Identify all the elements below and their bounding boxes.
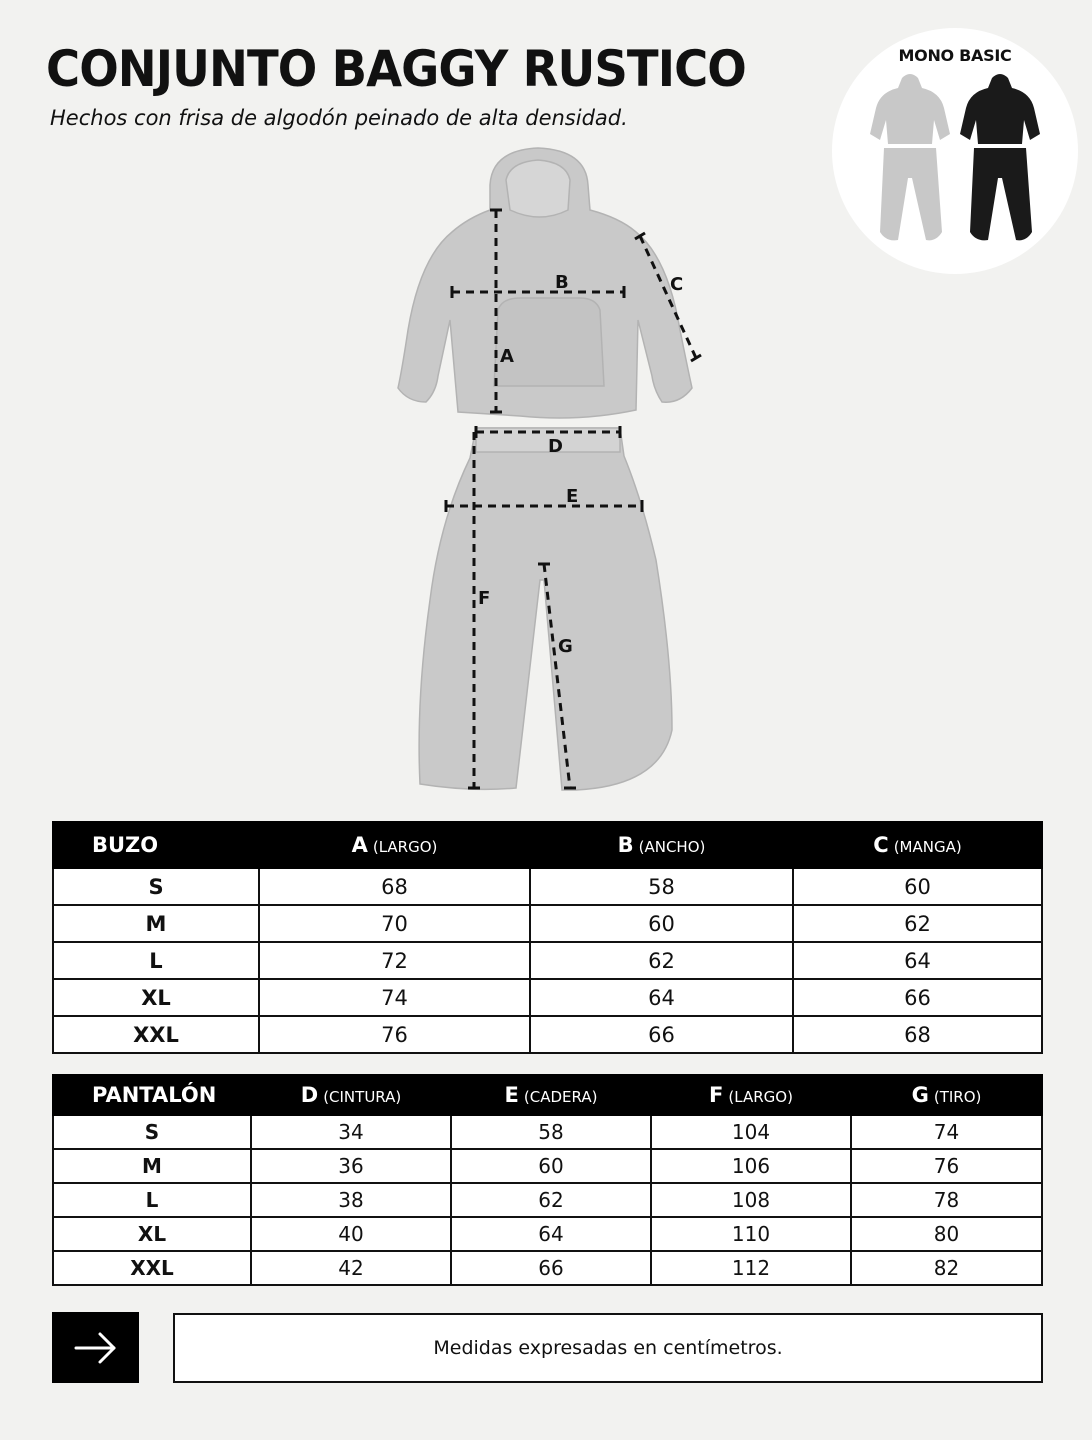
value-cell: 82 xyxy=(851,1251,1042,1285)
page-subtitle: Hechos con frisa de algodón peinado de alta densidad. xyxy=(50,106,628,130)
size-cell: XL xyxy=(53,979,259,1016)
value-cell: 74 xyxy=(259,979,530,1016)
size-cell: M xyxy=(53,905,259,942)
variant-badge xyxy=(832,28,1078,274)
size-cell: S xyxy=(53,868,259,905)
value-cell: 68 xyxy=(793,1016,1042,1053)
value-cell: 70 xyxy=(259,905,530,942)
column-header-g: G (TIRO) xyxy=(851,1075,1042,1115)
value-cell: 34 xyxy=(251,1115,451,1149)
table-header-row xyxy=(53,1075,1042,1115)
label-d: D xyxy=(548,436,563,457)
value-cell: 72 xyxy=(259,942,530,979)
size-cell: XL xyxy=(53,1217,251,1251)
value-cell: 76 xyxy=(851,1149,1042,1183)
pantalon-table-title: PANTALÓN xyxy=(53,1075,251,1115)
value-cell: 104 xyxy=(651,1115,851,1149)
value-cell: 66 xyxy=(451,1251,651,1285)
value-cell: 110 xyxy=(651,1217,851,1251)
table-row xyxy=(53,942,1042,979)
table-row xyxy=(53,1115,1042,1149)
column-header-a: A (LARGO) xyxy=(259,822,530,868)
column-header-c: C (MANGA) xyxy=(793,822,1042,868)
garment-diagram xyxy=(380,140,710,800)
table-row xyxy=(53,868,1042,905)
value-cell: 74 xyxy=(851,1115,1042,1149)
label-c: C xyxy=(670,274,684,295)
label-f: F xyxy=(478,588,491,609)
value-cell: 80 xyxy=(851,1217,1042,1251)
value-cell: 60 xyxy=(793,868,1042,905)
value-cell: 78 xyxy=(851,1183,1042,1217)
value-cell: 66 xyxy=(793,979,1042,1016)
column-header-e: E (CADERA) xyxy=(451,1075,651,1115)
value-cell: 64 xyxy=(451,1217,651,1251)
value-cell: 60 xyxy=(530,905,793,942)
table-row xyxy=(53,1251,1042,1285)
hoodie-illustration xyxy=(398,148,692,418)
size-cell: M xyxy=(53,1149,251,1183)
value-cell: 64 xyxy=(793,942,1042,979)
value-cell: 62 xyxy=(451,1183,651,1217)
size-cell: XXL xyxy=(53,1251,251,1285)
column-header-d: D (CINTURA) xyxy=(251,1075,451,1115)
badge-label: MONO BASIC xyxy=(898,46,1012,65)
page-title: CONJUNTO BAGGY RUSTICO xyxy=(46,40,746,98)
label-e: E xyxy=(566,486,579,507)
value-cell: 40 xyxy=(251,1217,451,1251)
label-g: G xyxy=(558,636,573,657)
value-cell: 66 xyxy=(530,1016,793,1053)
buzo-table-title: BUZO xyxy=(53,822,259,868)
buzo-size-table xyxy=(52,821,1043,1054)
size-cell: L xyxy=(53,1183,251,1217)
column-header-b: B (ANCHO) xyxy=(530,822,793,868)
grey-set-thumbnail xyxy=(870,74,950,240)
value-cell: 58 xyxy=(451,1115,651,1149)
table-header-row xyxy=(53,822,1042,868)
value-cell: 106 xyxy=(651,1149,851,1183)
value-cell: 64 xyxy=(530,979,793,1016)
table-row xyxy=(53,979,1042,1016)
value-cell: 112 xyxy=(651,1251,851,1285)
black-set-thumbnail xyxy=(960,74,1040,240)
arrow-right-icon xyxy=(74,1330,118,1366)
value-cell: 60 xyxy=(451,1149,651,1183)
label-b: B xyxy=(555,272,569,293)
table-row xyxy=(53,1183,1042,1217)
table-row xyxy=(53,1016,1042,1053)
size-cell: L xyxy=(53,942,259,979)
table-row xyxy=(53,1217,1042,1251)
arrow-button[interactable] xyxy=(52,1312,139,1383)
size-cell: S xyxy=(53,1115,251,1149)
size-cell: XXL xyxy=(53,1016,259,1053)
table-row xyxy=(53,1149,1042,1183)
value-cell: 38 xyxy=(251,1183,451,1217)
pantalon-size-table xyxy=(52,1074,1043,1286)
value-cell: 36 xyxy=(251,1149,451,1183)
value-cell: 62 xyxy=(530,942,793,979)
table-row xyxy=(53,905,1042,942)
variant-thumbnails xyxy=(832,28,1078,274)
value-cell: 42 xyxy=(251,1251,451,1285)
value-cell: 76 xyxy=(259,1016,530,1053)
column-header-f: F (LARGO) xyxy=(651,1075,851,1115)
units-note: Medidas expresadas en centímetros. xyxy=(173,1313,1043,1383)
label-a: A xyxy=(500,346,514,367)
value-cell: 68 xyxy=(259,868,530,905)
pants-illustration xyxy=(419,428,672,790)
value-cell: 58 xyxy=(530,868,793,905)
value-cell: 62 xyxy=(793,905,1042,942)
value-cell: 108 xyxy=(651,1183,851,1217)
